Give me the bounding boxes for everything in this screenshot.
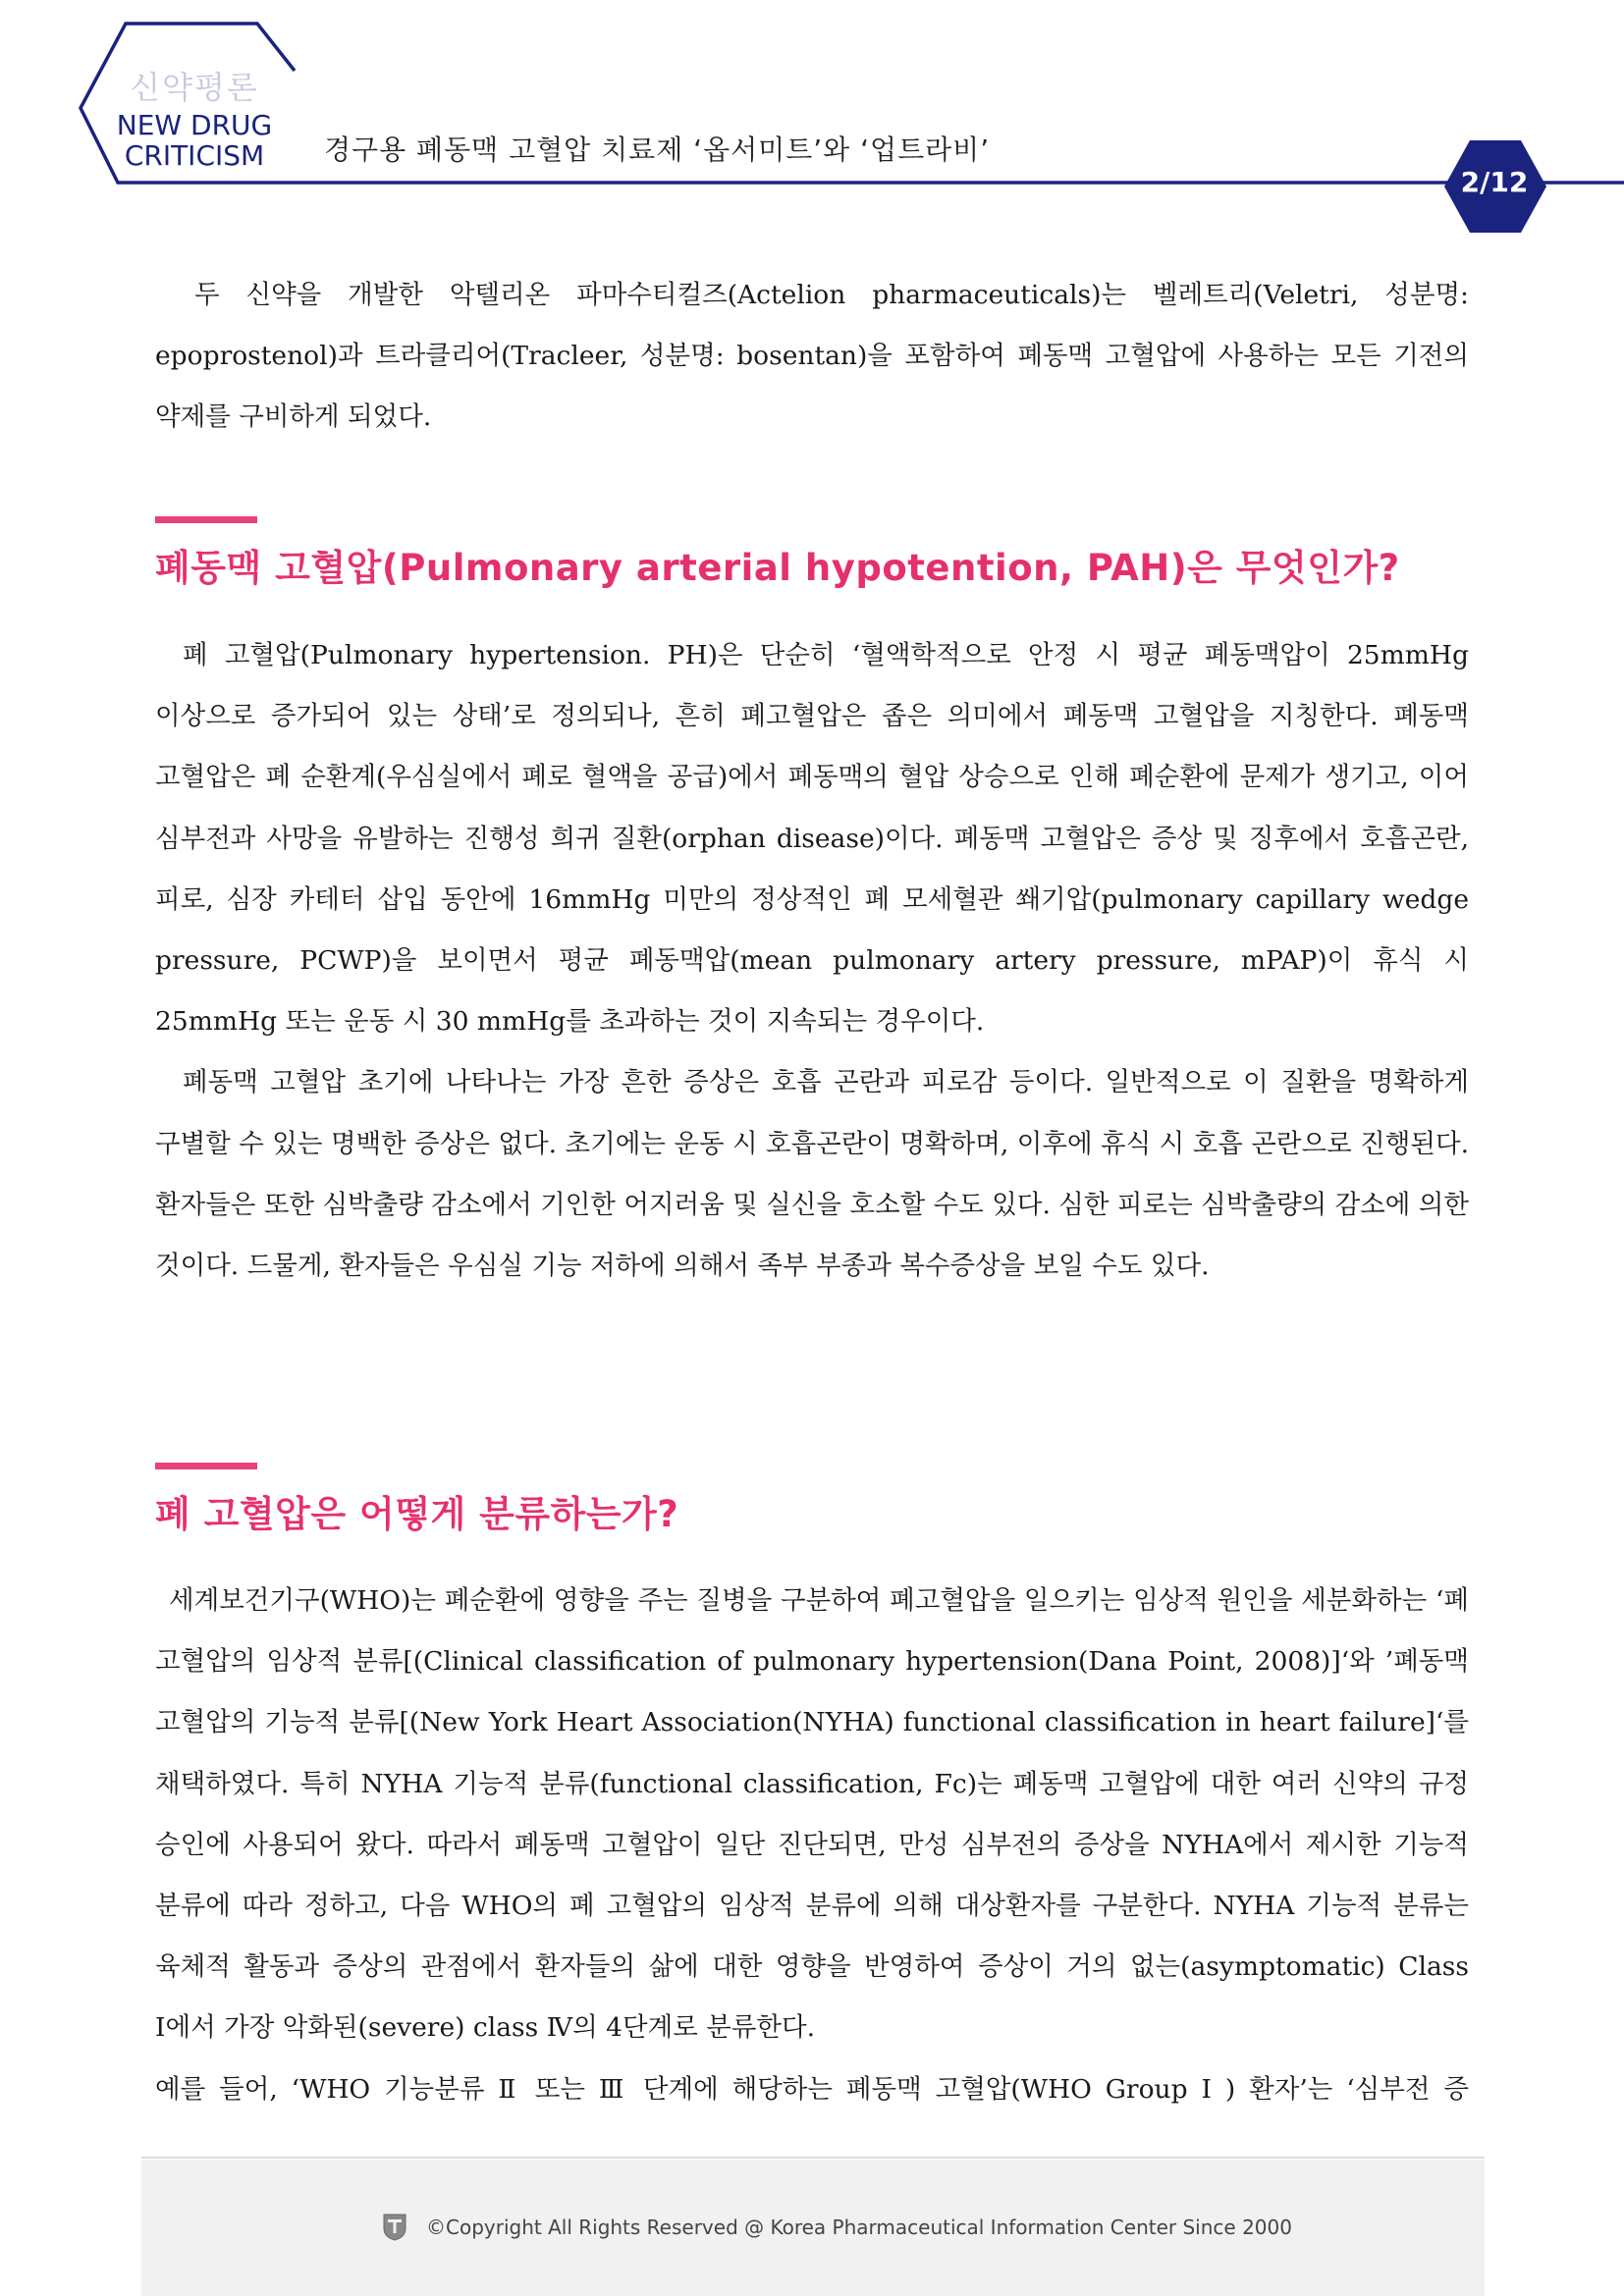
section-heading-pah: 폐동맥 고혈압(Pulmonary arterial hypotention, PAH)은 무엇인가? [155,547,1400,589]
section-accent-bar [155,1463,257,1469]
pah-definition-text: 폐 고혈압(Pulmonary hypertension. PH)은 단순히 ‘혈액학적으로 안정 시 평균 폐동맥압이 25mmHg 이상으로 증가되어 있는 상태’로 정의되나, 흔히 폐고혈압은 좁은 의미에서 폐동맥 고혈압을 지칭한다. 폐동맥 고혈압은 폐 순환계(우심실에서 폐로 혈액을 공급)에서 폐동맥의 혈압 상승으로 인해 폐순환에 문제가 생기고, 이어 심부전과 사망을 유발하는 진행성 희귀 질환(orphan disease)이다. 폐동맥 고혈압은 증상 및 징후에서 호흡곤란, 피로, 심장 카테터 삽입 동안에 16mmHg 미만의 정상적인 폐 모세혈관 쐐기압(pulmonary capillary wedge pressure, PCWP)을 보이면서 평균 폐동맥압(mean pulmonary artery pressure, mPAP)이 휴식 시 25mmHg 또는 운동 시 30 mmHg를 초과하는 것이 지속되는 경우이다. [155,640,1469,1038]
kpic-logo-icon [382,2212,407,2241]
pah-symptoms-text: 폐동맥 고혈압 초기에 나타나는 가장 흔한 증상은 호흡 곤란과 피로감 등이다. 일반적으로 이 질환을 명확하게 구별할 수 있는 명백한 증상은 없다. 초기에는 운동 시 호흡곤란이 명확하며, 이후에 휴식 시 호흡 곤란으로 진행된다. 환자들은 또한 심박출량 감소에서 기인한 어지러움 및 실신을 호소할 수도 있다. 심한 피로는 심박출량의 감소에 의한 것이다. 드물게, 환자들은 우심실 기능 저하에 의해서 족부 부종과 복수증상을 보일 수도 있다. [155,1067,1469,1282]
pah-symptoms-paragraph [155,1052,1469,1297]
document-title: 경구용 폐동맥 고혈압 치료제 ‘옵서미트’와 ‘업트라비’ [324,133,991,166]
classification-text: 세계보건기구(WHO)는 폐순환에 영향을 주는 질병을 구분하여 폐고혈압을 일으키는 임상적 원인을 세분화하는 ‘폐 고혈압의 임상적 분류[(Clinical classification of pulmonary hypertension(Dana Point, 2008)]‘와 ’폐동맥 고혈압의 기능적 분류[(New York Heart Association(NYHA) functional classification in heart failure]‘를 채택하였다. 특히 NYHA 기능적 분류(functional classification, Fc)는 폐동맥 고혈압에 대한 여러 신약의 규정 승인에 사용되어 왔다. 따라서 폐동맥 고혈압이 일단 진단되면, 만성 심부전의 증상을 NYHA에서 제시한 기능적 분류에 따라 정하고, 다음 WHO의 폐 고혈압의 임상적 분류에 의해 대상환자를 구분한다. NYHA 기능적 분류는 육체적 활동과 증상의 관점에서 환자들의 삶에 대한 영향을 반영하여 증상이 거의 없는(asymptomatic) Class Ⅰ에서 가장 악화된(severe) class Ⅳ의 4단계로 분류한다. [155,1585,1469,2044]
footer-divider [141,2157,1485,2159]
section-accent-bar [155,516,257,523]
logo-english-line-2: CRITICISM [124,139,265,172]
intro-paragraph [155,265,1469,449]
logo-korean-text: 신약평론 [130,69,259,106]
intro-paragraph-text: 두 신약을 개발한 악텔리온 파마수티컬즈(Actelion pharmaceuticals)는 벨레트리(Veletri, 성분명: epoprostenol)과 트라클리어(Tracleer, 성분명: bosentan)을 포함하여 폐동맥 고혈압에 사용하는 모든 기전의 약제를 구비하게 되었다. [155,280,1469,433]
logo-english-line-1: NEW DRUG [116,109,273,141]
classification-example-paragraph [155,2059,1469,2120]
classification-paragraph [155,1571,1469,2059]
classification-example-text: 예를 들어, ‘WHO 기능분류 Ⅱ 또는 Ⅲ 단계에 해당하는 폐동맥 고혈압(WHO Group I ) 환자’는 ‘심부전 증 [155,2073,1469,2105]
header-graphic [0,0,1624,236]
page-number: 2/12 [1460,166,1529,198]
pah-definition-paragraph [155,625,1469,1052]
section-heading-classification: 폐 고혈압은 어떻게 분류하는가? [155,1493,679,1535]
footer-copyright: ©Copyright All Rights Reserved @ Korea Pharmaceutical Information Center Since 2000 [426,2216,1292,2239]
